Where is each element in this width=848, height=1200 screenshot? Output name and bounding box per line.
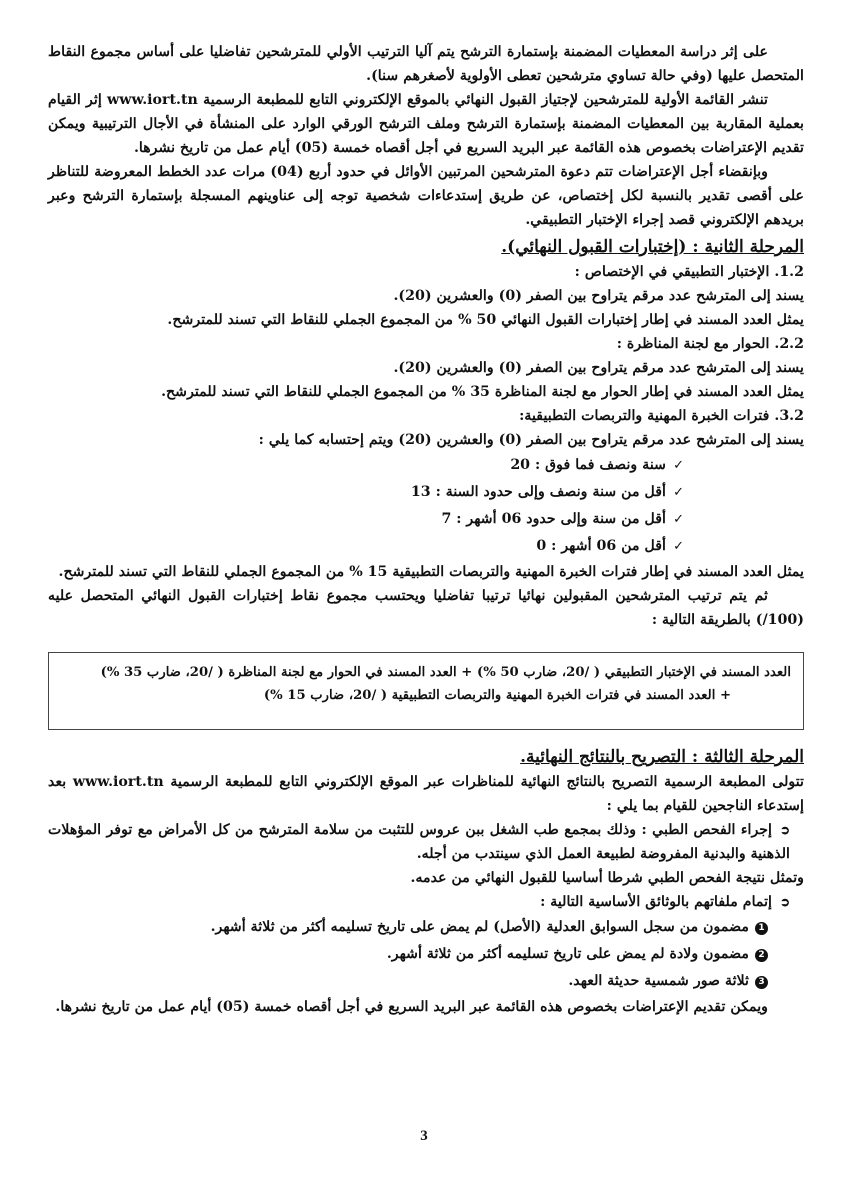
formula-line-1: العدد المسند في الإختبار التطبيقي ( /20، ضارب 50 %) + العدد المسند في الحوار مع لجنة المناظرة ( /20، ضارب 35 %) — [100, 665, 791, 680]
intro-paragraph-3: وبإنقضاء أجل الإعتراضات تتم دعوة المترشحين المرتبين الأوائل في حدود أربع (04) مرات عدد الخطط المعروضة للتناظر على أقصى تقدير بالنسبة لكل إختصاص، عن طريق إستدعاءات شخصية توجه إلى عناوينهم المسجلة بإستمارة الترشح وعبر بريدهم الإلكتروني قصد إجراء الإختبار التطبيقي. — [48, 164, 804, 228]
stage2-title: المرحلة الثانية : (إختبارات القبول النهائي). — [501, 237, 804, 257]
medical-exam-text: وذلك بمجمع طب الشغل ببن عروس للتثبت من سلامة المترشح من كل الأمراض مع توفر المؤهلات الذهنية والبدنية المفروضة لطبيعة العمل الذي سينتدب من أجله. — [48, 822, 790, 862]
arrow-bullet-icon: ➲ — [779, 895, 790, 909]
stage2-section3-line2: يمثل العدد المسند في إطار فترات الخبرة المهنية والتربصات التطبيقية 15 % من المجموع الجملي للنقاط التي تسند للمترشح. — [58, 564, 804, 580]
iort-website-link[interactable]: www.iort.tn — [72, 774, 164, 790]
objection-paragraph: ويمكن تقديم الإعتراضات بخصوص هذه القائمة عبر البريد السريع في أجل أقصاه خمسة (05) أيام عمل من تاريخ نشرها. — [55, 999, 768, 1015]
arrow-bullet-icon: ➲ — [779, 823, 790, 837]
checkmark-icon: ✓ — [673, 458, 684, 473]
documents-title: ➲إتمام ملفاتهم بالوثائق الأساسية التالية : — [48, 890, 804, 914]
list-item: 3ثلاثة صور شمسية حديثة العهد. — [48, 968, 768, 995]
stage2-section1-line2: يمثل العدد المسند في إطار إختبارات القبول النهائي 50 % من المجموع الجملي للنقاط التي تسند للمترشح. — [167, 312, 804, 328]
stage2-section3-title: 3.2. فترات الخبرة المهنية والتربصات التطبيقية: — [519, 408, 804, 424]
page-number: 3 — [420, 1128, 428, 1144]
list-item: ✓أقل من سنة ونصف وإلى حدود السنة : 13 — [48, 479, 684, 506]
stage2-section1-title: 1.2. الإختبار التطبيقي في الإختصاص : — [574, 264, 804, 280]
list-item: ✓أقل من سنة وإلى حدود 06 أشهر : 7 — [48, 506, 684, 533]
checkmark-icon: ✓ — [673, 539, 684, 554]
intro-paragraph-2 — [48, 88, 804, 160]
medical-exam-paragraph — [48, 818, 804, 866]
document-page — [48, 40, 804, 1019]
stage2-section2-line1: يسند إلى المترشح عدد مرقم يتراوح بين الصفر (0) والعشرين (20). — [393, 360, 804, 376]
stage3-paragraph-1: تتولى المطبعة الرسمية التصريح بالنتائج النهائية للمناظرات عبر الموقع الإلكتروني التابع للمطبعة الرسمية www.iort.tn بعد إستدعاء الناجحين للقيام بما يلي : — [48, 774, 804, 814]
stage2-section1-line1: يسند إلى المترشح عدد مرقم يتراوح بين الصفر (0) والعشرين (20). — [393, 288, 804, 304]
stage2-section2-title: 2.2. الحوار مع لجنة المناظرة : — [616, 336, 804, 352]
required-documents-list — [48, 914, 804, 995]
intro-paragraph-2-b: إثر القيام بعملية المقاربة بين المعطيات المضمنة بإستمارة الترشح وملف الترشح الورقي الوارد على المنشأة في الأجال الترتيبية ويمكن تقديم الإعتراضات بخصوص هذه القائمة عبر البريد السريع في أجل أقصاه خمسة (05) أيام عمل من تاريخ نشرها. — [48, 92, 804, 156]
intro-paragraph-1: على إثر دراسة المعطيات المضمنة بإستمارة الترشح يتم آليا الترتيب الأولي للمترشحين تفاضليا على أساس مجموع النقاط المتحصل عليها (وفي حالة تساوي مترشحين تعطى الأولوية لأصغرهم سنا). — [48, 44, 804, 84]
list-item: ✓أقل من 06 أشهر : 0 — [48, 533, 684, 560]
list-item: 1مضمون من سجل السوابق العدلية (الأصل) لم يمض على تاريخ تسليمه أكثر من ثلاثة أشهر. — [48, 914, 768, 941]
number-1-icon: 1 — [755, 922, 768, 935]
stage2-section2-line2: يمثل العدد المسند في إطار الحوار مع لجنة المناظرة 35 % من المجموع الجملي للنقاط التي تسند للمترشح. — [161, 384, 804, 400]
checkmark-icon: ✓ — [673, 485, 684, 500]
list-item: 2مضمون ولادة لم يمض على تاريخ تسليمه أكثر من ثلاثة أشهر. — [48, 941, 768, 968]
stage3-title: المرحلة الثالثة : التصريح بالنتائج النهائية. — [520, 747, 804, 767]
number-3-icon: 3 — [755, 976, 768, 989]
experience-scale-list — [48, 452, 804, 560]
formula-box — [48, 652, 804, 730]
medical-exam-note: وتمثل نتيجة الفحص الطبي شرطا أساسيا للقبول النهائي من عدمه. — [410, 870, 804, 886]
checkmark-icon: ✓ — [673, 512, 684, 527]
stage3-heading — [48, 744, 804, 770]
stage2-heading — [48, 234, 804, 260]
ranking-paragraph: ثم يتم ترتيب المترشحين المقبولين نهائيا ترتيبا تفاضليا ويحتسب مجموع نقاط إختبارات القبول النهائي المتحصل عليه (100/) بالطريقة التالية : — [48, 588, 804, 628]
medical-exam-title: إجراء الفحص الطبي : — [641, 822, 772, 838]
iort-website-link[interactable]: www.iort.tn — [107, 92, 198, 108]
list-item: ✓سنة ونصف فما فوق : 20 — [48, 452, 684, 479]
number-2-icon: 2 — [755, 949, 768, 962]
stage2-section3-line1: يسند إلى المترشح عدد مرقم يتراوح بين الصفر (0) والعشرين (20) ويتم إحتسابه كما يلي : — [258, 432, 804, 448]
intro-paragraph-2-a: تنشر القائمة الأولية للمترشحين لإجتياز القبول النهائي بالموقع الإلكتروني التابع للمطبعة الرسمية — [203, 92, 768, 108]
formula-line-2: + العدد المسند في فترات الخبرة المهنية والتربصات التطبيقية ( /20، ضارب 15 %) — [263, 688, 731, 703]
